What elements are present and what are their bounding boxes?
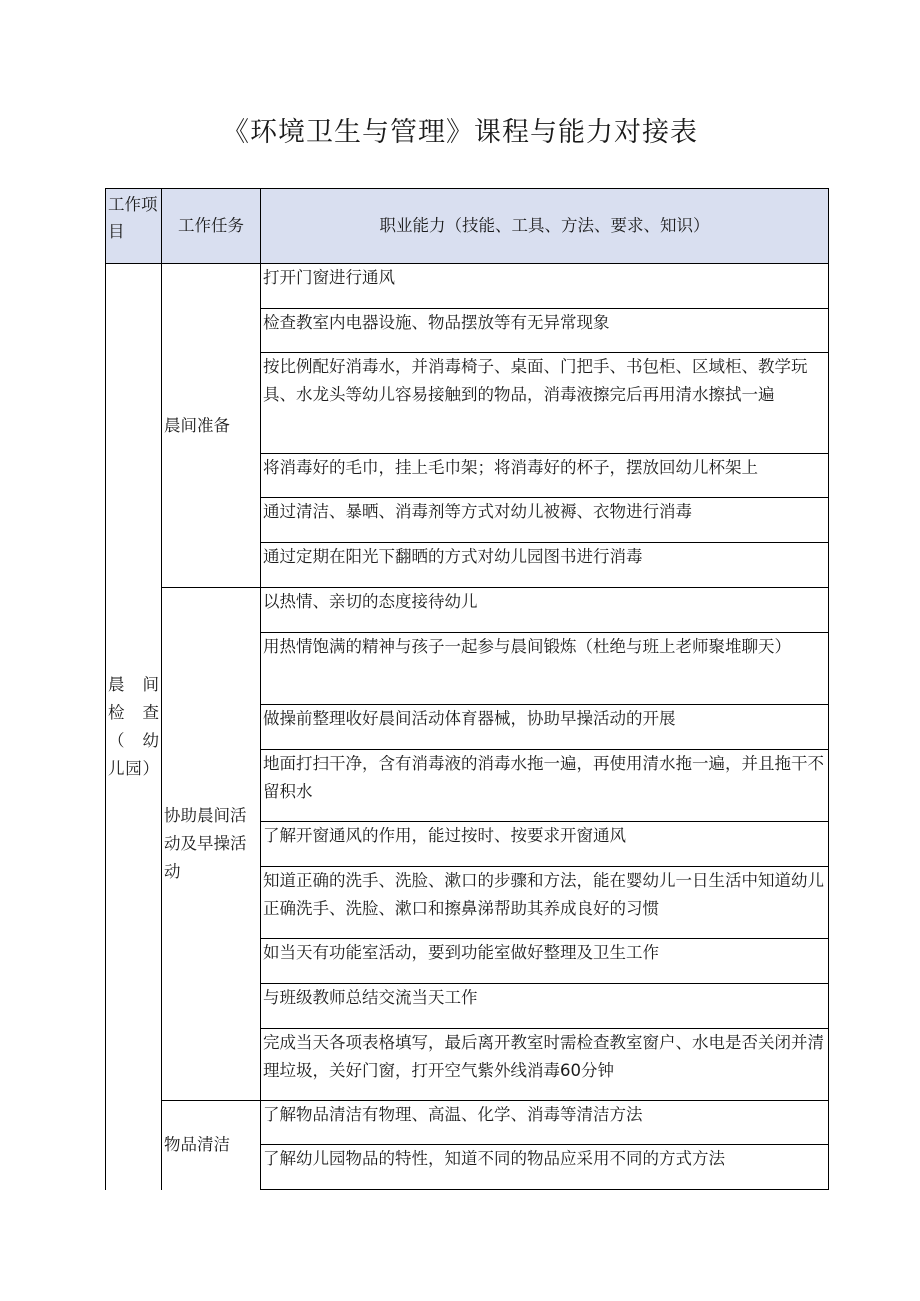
ability-cell: 打开门窗进行通风 — [261, 264, 829, 309]
table-row — [106, 1101, 829, 1145]
table-header-row — [106, 189, 829, 264]
ability-table — [105, 188, 829, 1190]
task-cell: 物品清洁 — [162, 1101, 261, 1190]
ability-cell: 如当天有功能室活动，要到功能室做好整理及卫生工作 — [261, 939, 829, 984]
ability-cell: 用热情饱满的精神与孩子一起参与晨间锻炼（杜绝与班上老师聚堆聊天） — [261, 633, 829, 705]
ability-cell: 与班级教师总结交流当天工作 — [261, 984, 829, 1029]
ability-cell: 通过定期在阳光下翻晒的方式对幼儿园图书进行消毒 — [261, 543, 829, 588]
ability-cell: 地面打扫干净，含有消毒液的消毒水拖一遍，再使用清水拖一遍，并且拖干不留积水 — [261, 750, 829, 822]
table-row — [106, 588, 829, 633]
ability-cell: 了解开窗通风的作用，能过按时、按要求开窗通风 — [261, 822, 829, 867]
ability-cell: 了解物品清洁有物理、高温、化学、消毒等清洁方法 — [261, 1101, 829, 1145]
task-cell: 晨间准备 — [162, 264, 261, 588]
ability-cell: 按比例配好消毒水，并消毒椅子、桌面、门把手、书包柜、区域柜、教学玩具、水龙头等幼儿容易接触到的物品，消毒液擦完后再用清水擦拭一遍 — [261, 353, 829, 454]
ability-cell: 以热情、亲切的态度接待幼儿 — [261, 588, 829, 633]
ability-cell: 将消毒好的毛巾，挂上毛巾架；将消毒好的杯子，摆放回幼儿杯架上 — [261, 454, 829, 498]
document-title: 《环境卫生与管理》课程与能力对接表 — [222, 117, 698, 148]
header-ability: 职业能力（技能、工具、方法、要求、知识） — [261, 189, 829, 264]
header-work-task: 工作任务 — [162, 189, 261, 264]
ability-cell: 知道正确的洗手、洗脸、漱口的步骤和方法，能在婴幼儿一日生活中知道幼儿正确洗手、洗脸、漱口和擦鼻涕帮助其养成良好的习惯 — [261, 867, 829, 939]
header-work-item: 工作项目 — [106, 189, 162, 264]
table-row — [106, 264, 829, 309]
work-item-cell: 晨 间 检 查（ 幼 儿园） — [106, 264, 162, 1190]
ability-cell: 检查教室内电器设施、物品摆放等有无异常现象 — [261, 309, 829, 353]
ability-cell: 了解幼儿园物品的特性，知道不同的物品应采用不同的方式方法 — [261, 1145, 829, 1190]
ability-cell: 做操前整理收好晨间活动体育器械，协助早操活动的开展 — [261, 705, 829, 750]
ability-cell: 通过清洁、暴晒、消毒剂等方式对幼儿被褥、衣物进行消毒 — [261, 498, 829, 543]
ability-cell: 完成当天各项表格填写，最后离开教室时需检查教室窗户、水电是否关闭并清理垃圾，关好门窗，打开空气紫外线消毒60分钟 — [261, 1029, 829, 1101]
task-cell: 协助晨间活动及早操活动 — [162, 588, 261, 1101]
